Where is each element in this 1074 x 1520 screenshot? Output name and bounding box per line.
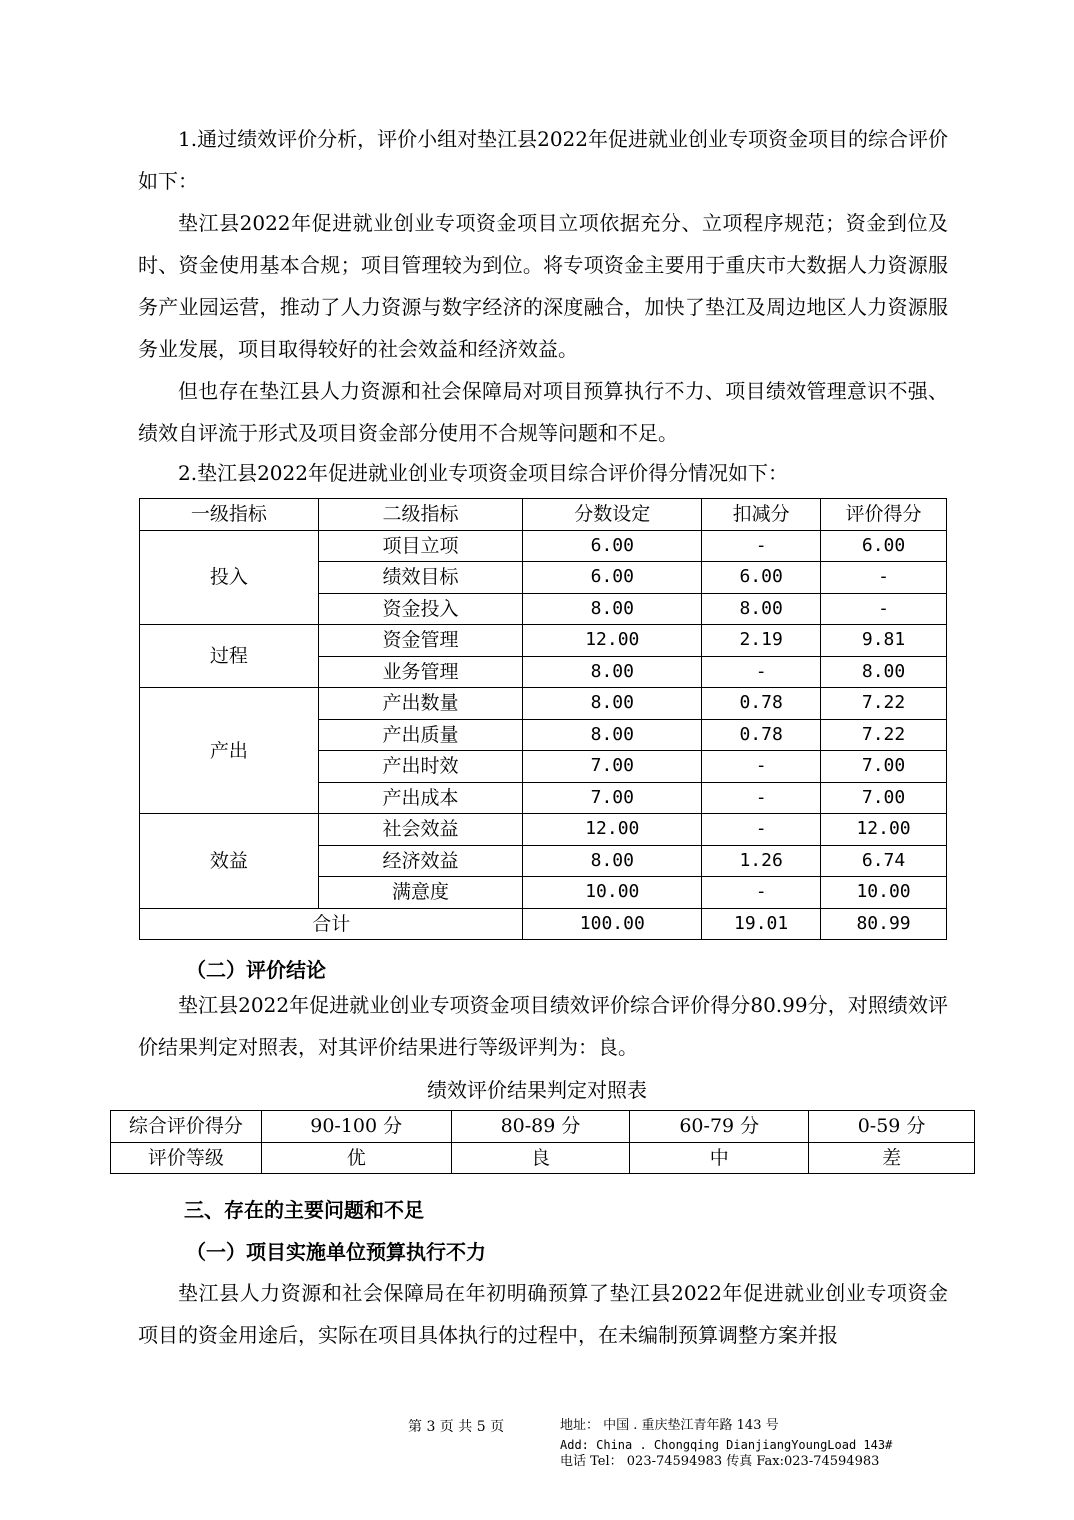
group-cell-benefit: 效益	[140, 814, 319, 909]
footer-phone-fax: 电话 Tel： 023-74594983 传真 Fax:023-74594983	[560, 1454, 880, 1469]
table-cell: 7.22	[821, 719, 947, 751]
table-row	[111, 1142, 975, 1174]
table-row	[140, 625, 947, 657]
table-cell: 80.99	[821, 908, 947, 940]
footer-address-en: Add: China . Chongqing DianjiangYoungLoad 143#	[560, 1438, 893, 1452]
table-cell: 综合评价得分	[111, 1111, 262, 1143]
table-cell: 12.00	[523, 625, 702, 657]
table-cell: 良	[451, 1142, 630, 1174]
table-header-cell: 评价得分	[821, 499, 947, 531]
table-cell: 60-79 分	[630, 1111, 809, 1143]
table-cell: 8.00	[523, 688, 702, 720]
table-cell: 19.01	[702, 908, 821, 940]
table-header-cell: 二级指标	[318, 499, 523, 531]
grade-table-caption: 绩效评价结果判定对照表	[427, 1078, 647, 1102]
table-cell: 12.00	[523, 814, 702, 846]
table-cell: 90-100 分	[261, 1111, 451, 1143]
table-cell: 资金管理	[318, 625, 523, 657]
table-cell: -	[821, 593, 947, 625]
footer-address-cn: 地址： 中国 . 重庆垫江青年路 143 号	[560, 1418, 779, 1433]
page-number: 第 3 页 共 5 页	[408, 1419, 505, 1435]
table-cell: 项目立项	[318, 530, 523, 562]
table-cell: 8.00	[523, 593, 702, 625]
table-cell: 满意度	[318, 877, 523, 909]
group-cell-process: 过程	[140, 625, 319, 688]
table-cell: 产出成本	[318, 782, 523, 814]
table-cell: 7.00	[523, 751, 702, 783]
table-cell: 10.00	[821, 877, 947, 909]
table-cell: 社会效益	[318, 814, 523, 846]
table-row	[140, 688, 947, 720]
table-cell: 8.00	[523, 719, 702, 751]
table-row	[140, 814, 947, 846]
table-cell: -	[702, 751, 821, 783]
table-cell: 经济效益	[318, 845, 523, 877]
group-cell-output: 产出	[140, 688, 319, 814]
table-cell: 7.00	[523, 782, 702, 814]
table-cell: 中	[630, 1142, 809, 1174]
table-cell: 0.78	[702, 688, 821, 720]
table-cell: 6.00	[523, 530, 702, 562]
table-cell: 优	[261, 1142, 451, 1174]
table-cell: 7.22	[821, 688, 947, 720]
table-cell: -	[821, 562, 947, 594]
table-cell: 8.00	[523, 845, 702, 877]
paragraph-budget-issue: 垫江县人力资源和社会保障局在年初明确预算了垫江县2022年促进就业创业专项资金项目的资金用途后，实际在项目具体执行的过程中，在未编制预算调整方案并报	[138, 1281, 948, 1347]
paragraph-evaluation-summary: 垫江县2022年促进就业创业专项资金项目立项依据充分、立项程序规范；资金到位及时、资金使用基本合规；项目管理较为到位。将专项资金主要用于重庆市大数据人力资源服务产业园运营，推动了人力资源与数字经济的深度融合，加快了垫江及周边地区人力资源服务业发展，项目取得较好的社会效益和经济效益。	[138, 211, 948, 361]
table-cell: 产出时效	[318, 751, 523, 783]
table-row	[140, 530, 947, 562]
table-cell: -	[702, 814, 821, 846]
table-cell: 10.00	[523, 877, 702, 909]
table-cell: 产出质量	[318, 719, 523, 751]
table-cell: 6.00	[523, 562, 702, 594]
table-cell: 差	[809, 1142, 975, 1174]
score-table	[139, 498, 947, 940]
table-cell: 7.00	[821, 751, 947, 783]
table-cell: 100.00	[523, 908, 702, 940]
table-cell: 0.78	[702, 719, 821, 751]
table-total-row	[140, 908, 947, 940]
table-cell: -	[702, 656, 821, 688]
score-table-header-row	[140, 499, 947, 531]
table-cell: 7.00	[821, 782, 947, 814]
table-cell: 资金投入	[318, 593, 523, 625]
table-cell: 8.00	[523, 656, 702, 688]
table-cell: 0-59 分	[809, 1111, 975, 1143]
table-cell: 合计	[140, 908, 523, 940]
table-cell: 9.81	[821, 625, 947, 657]
grade-table	[110, 1110, 975, 1174]
table-cell: 产出数量	[318, 688, 523, 720]
table-cell: 6.00	[702, 562, 821, 594]
table-cell: 80-89 分	[451, 1111, 630, 1143]
paragraph-score-intro: 2.垫江县2022年促进就业创业专项资金项目综合评价得分情况如下：	[178, 461, 788, 485]
table-cell: 2.19	[702, 625, 821, 657]
table-cell: 业务管理	[318, 656, 523, 688]
table-cell: 6.74	[821, 845, 947, 877]
table-cell: -	[702, 782, 821, 814]
table-cell: 6.00	[821, 530, 947, 562]
table-cell: 1.26	[702, 845, 821, 877]
table-cell: -	[702, 530, 821, 562]
table-header-cell: 分数设定	[523, 499, 702, 531]
table-row	[111, 1111, 975, 1143]
table-cell: 绩效目标	[318, 562, 523, 594]
paragraph-evaluation-intro: 1.通过绩效评价分析，评价小组对垫江县2022年促进就业创业专项资金项目的综合评价如下：	[138, 127, 948, 193]
paragraph-issues-summary: 但也存在垫江县人力资源和社会保障局对项目预算执行不力、项目绩效管理意识不强、绩效自评流于形式及项目资金部分使用不合规等问题和不足。	[138, 379, 948, 445]
table-cell: 8.00	[821, 656, 947, 688]
table-cell: 8.00	[702, 593, 821, 625]
table-cell: -	[702, 877, 821, 909]
table-cell: 12.00	[821, 814, 947, 846]
table-header-cell: 扣减分	[702, 499, 821, 531]
group-cell-input: 投入	[140, 530, 319, 625]
heading-section-3: 三、存在的主要问题和不足	[184, 1198, 424, 1222]
table-header-cell: 一级指标	[140, 499, 319, 531]
paragraph-conclusion: 垫江县2022年促进就业创业专项资金项目绩效评价综合评价得分80.99分，对照绩效评价结果判定对照表，对其评价结果进行等级评判为：良。	[138, 993, 948, 1059]
table-cell: 评价等级	[111, 1142, 262, 1174]
heading-subsection-1: （一）项目实施单位预算执行不力	[186, 1240, 486, 1264]
heading-conclusion: （二）评价结论	[186, 958, 326, 982]
